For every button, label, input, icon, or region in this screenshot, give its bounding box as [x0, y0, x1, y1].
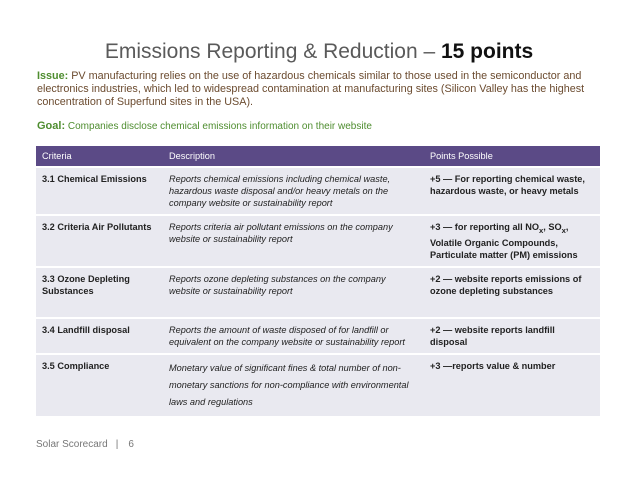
criteria-cell: 3.5 Compliance [36, 354, 163, 416]
criteria-cell: 3.2 Criteria Air Pollutants [36, 215, 163, 267]
points-cell: +3 —reports value & number [424, 354, 600, 416]
points-cell: +2 — website reports emissions of ozone depleting substances [424, 267, 600, 318]
description-cell: Reports the amount of waste disposed of for landfill or equivalent on the company website or sustainability report [163, 318, 424, 354]
points-cell [424, 215, 600, 267]
title-points: 15 points [440, 40, 534, 63]
header-points: Points Possible [424, 146, 600, 167]
header-criteria: Criteria [36, 146, 163, 167]
page-number: 6 [128, 439, 134, 450]
footer-label: Solar Scorecard [36, 439, 108, 450]
page-title [0, 40, 638, 64]
description-cell: Reports ozone depleting substances on the company website or sustainability report [163, 267, 424, 318]
points-text-prefix: +3 — for reporting all NO [430, 222, 539, 232]
goal-text: Companies disclose chemical emissions information on their website [65, 121, 372, 132]
criteria-table [36, 146, 600, 416]
points-cell: +5 — For reporting chemical waste, hazardous waste, or heavy metals [424, 167, 600, 215]
goal-paragraph [37, 120, 617, 132]
description-cell: Monetary value of significant fines & total number of non-monetary sanctions for non-compliance with environmental laws and regulations [163, 354, 424, 416]
table-row [36, 354, 600, 416]
footer [36, 439, 134, 450]
table-row [36, 267, 600, 318]
footer-separator: | [115, 439, 119, 450]
table-header-row [36, 146, 600, 167]
issue-paragraph [37, 70, 617, 110]
criteria-cell: 3.4 Landfill disposal [36, 318, 163, 354]
sox-subscript: x [561, 225, 566, 235]
points-text-suffix: , Volatile Organic Compounds, Particulate matter (PM) emissions [430, 222, 578, 260]
header-description: Description [163, 146, 424, 167]
points-text-mid: , SO [543, 222, 562, 232]
table-row [36, 167, 600, 215]
description-cell: Reports criteria air pollutant emissions on the company website or sustainability report [163, 215, 424, 267]
points-cell: +2 — website reports landfill disposal [424, 318, 600, 354]
table-row [36, 215, 600, 267]
nox-subscript: x [539, 225, 544, 235]
criteria-cell: 3.3 Ozone Depleting Substances [36, 267, 163, 318]
title-main: Emissions Reporting & Reduction – [104, 40, 441, 63]
table-row [36, 318, 600, 354]
goal-label: Goal: [37, 120, 66, 132]
issue-label: Issue: [37, 70, 69, 82]
issue-text: PV manufacturing relies on the use of hazardous chemicals similar to those used in the semiconductor and electronics industries, which led to widespread contamination at manufacturing sites (Silicon Valley has the highest concentration of Superfund sites in the USA). [37, 70, 585, 109]
description-cell: Reports chemical emissions including chemical waste, hazardous waste disposal and/or heavy metals on the company website or sustainability report [163, 167, 424, 215]
criteria-cell: 3.1 Chemical Emissions [36, 167, 163, 215]
